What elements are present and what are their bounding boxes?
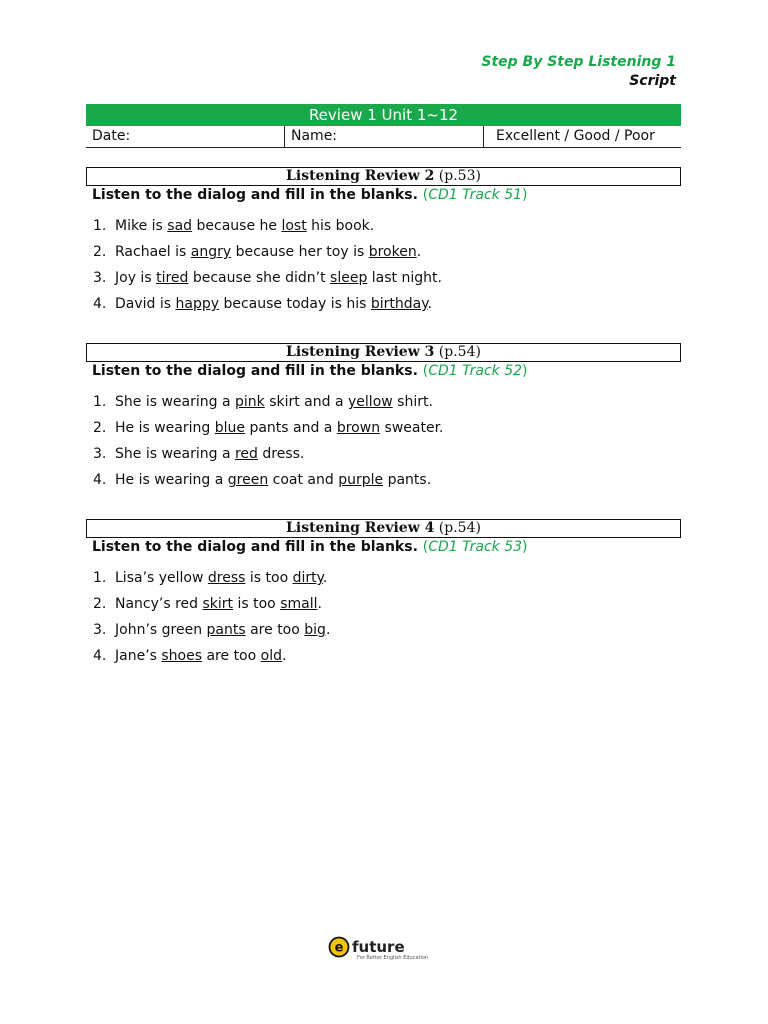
efuture-logo: [328, 936, 448, 966]
sentence-text: He is wearing a: [115, 472, 228, 488]
answer-word: dirty: [292, 570, 323, 586]
item-number: 1.: [93, 394, 107, 410]
sentence-item: [86, 617, 681, 643]
track-number: CD1 Track 52: [428, 363, 523, 379]
sentence-text: She is wearing a: [115, 446, 235, 462]
paren-open: (: [422, 363, 429, 379]
track-ref: [423, 363, 528, 379]
sentence-item: [86, 213, 681, 239]
answer-word: broken: [368, 244, 417, 260]
sentence-text: dress.: [257, 446, 305, 462]
section-title-text: Listening Review 3: [286, 344, 435, 360]
sentence-text: are too: [245, 622, 305, 638]
section-title-text: Listening Review 4: [286, 520, 435, 536]
sentence-list: [86, 389, 681, 493]
sentence-text: Lisa’s yellow: [115, 570, 208, 586]
track-number: CD1 Track 51: [428, 187, 523, 203]
answer-word: tired: [156, 270, 189, 286]
sentence-text: .: [282, 648, 287, 664]
sentence-item: [86, 239, 681, 265]
svg-text:e: e: [334, 940, 344, 956]
paren-close: ): [522, 187, 528, 203]
answer-word: brown: [336, 420, 381, 436]
sentence-text: coat and: [268, 472, 339, 488]
item-number: 2.: [93, 596, 107, 612]
answer-word: red: [234, 446, 258, 462]
item-number: 4.: [93, 472, 107, 488]
sentence-text: last night.: [367, 270, 442, 286]
answer-word: dress: [207, 570, 246, 586]
sentence-text: are too: [202, 648, 261, 664]
sentence-text: Nancy’s red: [115, 596, 203, 612]
instruction: [92, 538, 681, 556]
sentence-text: .: [325, 622, 331, 638]
sentence-text: Mike is: [115, 218, 168, 234]
sentence-text: She is wearing a: [115, 394, 235, 410]
answer-word: lost: [281, 218, 307, 234]
sentence-text: because he: [192, 218, 282, 234]
section-page-ref: (p.54): [434, 344, 481, 360]
section-page-ref: (p.54): [434, 520, 481, 536]
section-page-ref: (p.53): [434, 168, 481, 184]
sentence-text: is too: [233, 596, 281, 612]
sentence-text: shirt.: [392, 394, 433, 410]
answer-word: birthday: [370, 296, 428, 312]
review-title-bar: Review 1 Unit 1~12: [86, 104, 681, 126]
item-number: 1.: [93, 218, 107, 234]
sentence-list: [86, 213, 681, 317]
answer-word: green: [227, 472, 269, 488]
sentence-text: John’s green: [115, 622, 207, 638]
sentence-text: pants and a: [245, 420, 337, 436]
section-title: [86, 167, 681, 186]
answer-word: pants: [206, 622, 246, 638]
sentence-text: is too: [245, 570, 293, 586]
item-number: 3.: [93, 622, 107, 638]
instruction: [92, 186, 681, 204]
sentence-text: David is: [115, 296, 176, 312]
answer-word: old: [260, 648, 282, 664]
instruction: [92, 362, 681, 380]
paren-open: (: [422, 539, 429, 555]
answer-word: shoes: [161, 648, 203, 664]
item-number: 3.: [93, 446, 107, 462]
paren-close: ): [522, 363, 528, 379]
track-ref: [423, 187, 528, 203]
series-title: Step By Step Listening 1: [481, 54, 676, 70]
sentence-text: He is wearing: [115, 420, 215, 436]
sentence-text: sweater.: [380, 420, 444, 436]
answer-word: small: [280, 596, 318, 612]
sentence-text: his book.: [306, 218, 375, 234]
item-number: 4.: [93, 648, 107, 664]
sentence-item: [86, 265, 681, 291]
answer-word: purple: [338, 472, 384, 488]
sentence-item: [86, 441, 681, 467]
sentence-item: [86, 389, 681, 415]
sentence-text: skirt and a: [264, 394, 349, 410]
sentence-text: because her toy is: [231, 244, 369, 260]
sentence-list: [86, 565, 681, 669]
answer-word: angry: [190, 244, 232, 260]
track-ref: [423, 539, 528, 555]
review-section-3: [86, 343, 681, 493]
sentence-item: [86, 565, 681, 591]
sentence-text: Joy is: [115, 270, 157, 286]
logo-tagline: For Better English Education: [357, 955, 429, 961]
sentence-item: [86, 643, 681, 669]
answer-word: sad: [167, 218, 193, 234]
sentence-text: pants.: [383, 472, 432, 488]
item-number: 3.: [93, 270, 107, 286]
date-label: Date:: [86, 126, 285, 147]
instruction-text: Listen to the dialog and fill in the blanks.: [92, 363, 423, 379]
instruction-text: Listen to the dialog and fill in the blanks.: [92, 187, 423, 203]
sentence-text: Rachael is: [115, 244, 191, 260]
section-title-text: Listening Review 2: [286, 168, 435, 184]
paren-open: (: [422, 187, 429, 203]
rating-label: Excellent / Good / Poor: [496, 128, 655, 144]
sentence-text: .: [416, 244, 422, 260]
review-section-4: [86, 519, 681, 669]
answer-word: yellow: [348, 394, 393, 410]
item-number: 1.: [93, 570, 107, 586]
paren-close: ): [522, 539, 528, 555]
sentence-item: [86, 591, 681, 617]
sentence-item: [86, 467, 681, 493]
logo-wordmark: future: [352, 938, 405, 956]
sentence-text: .: [427, 296, 432, 312]
script-label: Script: [629, 73, 676, 89]
sentence-item: [86, 415, 681, 441]
item-number: 2.: [93, 244, 107, 260]
sentence-item: [86, 291, 681, 317]
item-number: 4.: [93, 296, 107, 312]
name-label: Name:: [285, 126, 484, 147]
instruction-text: Listen to the dialog and fill in the blanks.: [92, 539, 423, 555]
sentence-text: .: [317, 596, 322, 612]
sentence-text: because today is his: [219, 296, 371, 312]
track-number: CD1 Track 53: [428, 539, 523, 555]
sentence-text: Jane’s: [115, 648, 162, 664]
section-title: [86, 519, 681, 538]
answer-word: sleep: [330, 270, 368, 286]
review-section-2: [86, 167, 681, 317]
answer-word: skirt: [202, 596, 234, 612]
answer-word: pink: [234, 394, 265, 410]
answer-word: big: [304, 622, 326, 638]
info-row: [86, 126, 681, 148]
section-title: [86, 343, 681, 362]
item-number: 2.: [93, 420, 107, 436]
answer-word: happy: [175, 296, 220, 312]
answer-word: blue: [214, 420, 245, 436]
sentence-text: because she didn’t: [188, 270, 331, 286]
sentence-text: .: [322, 570, 328, 586]
